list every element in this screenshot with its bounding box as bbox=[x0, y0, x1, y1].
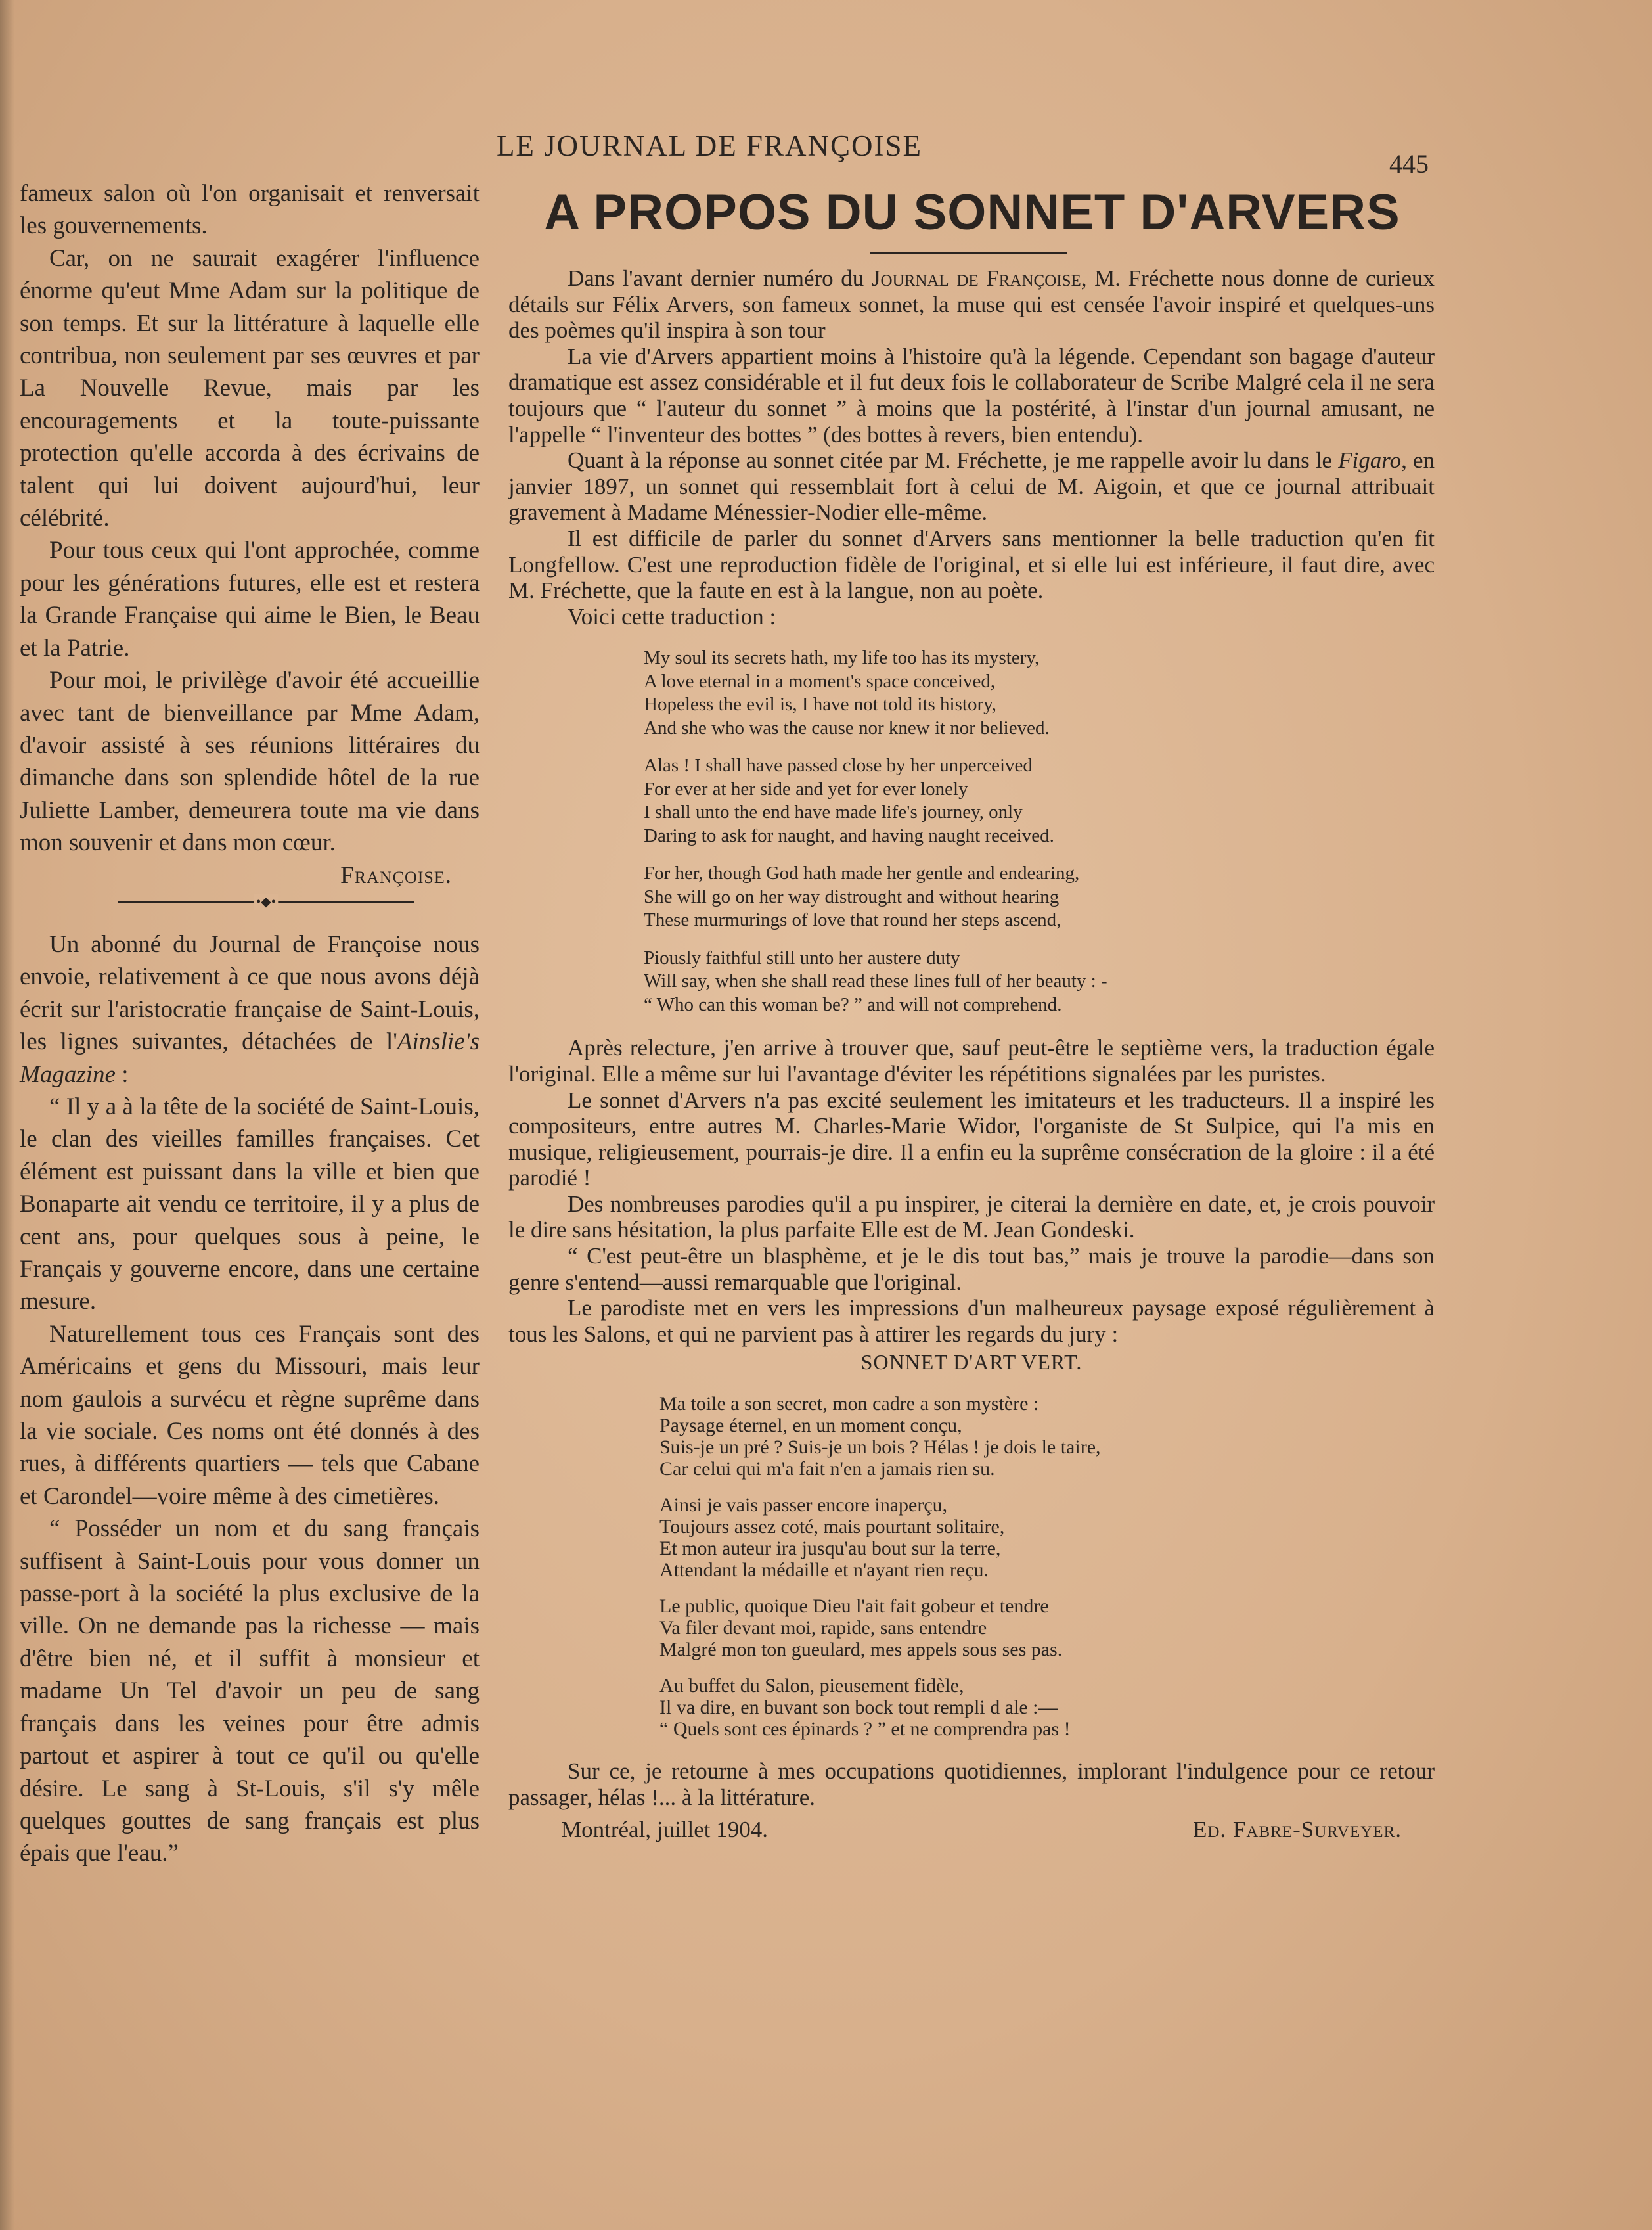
stanza bbox=[659, 1393, 1435, 1480]
verse-line: Alas ! I shall have passed close by her unperceived bbox=[644, 755, 1033, 777]
verse-line: For her, though God hath made her gentle and endearing, bbox=[644, 863, 1080, 884]
paragraph: “ C'est peut-être un blasphème, et je le dis tout bas,” mais je trouve la parodie—dans son genre s'entend—aussi remarquable que l'original. bbox=[508, 1243, 1435, 1295]
stanza bbox=[659, 1595, 1435, 1660]
verse-line: Car celui qui m'a fait n'en a jamais rien su. bbox=[659, 1458, 995, 1480]
verse-line: Le public, quoique Dieu l'ait fait gobeur et tendre bbox=[659, 1595, 1049, 1618]
stanza bbox=[659, 1494, 1435, 1581]
verse-line: Il va dire, en buvant son bock tout rempli d ale :— bbox=[659, 1696, 1058, 1719]
verse-line: Et mon auteur ira jusqu'au bout sur la terre, bbox=[659, 1537, 1001, 1560]
stanza bbox=[644, 647, 1435, 740]
verse-line: “ Who can this woman be? ” and will not comprehend. bbox=[644, 993, 1062, 1015]
paragraph-text: , en janvier 1897, un sonnet qui ressemblait fort à celui de M. Aigoin, et que ce journal attribuait gravement à Madame Ménessier-Nodier elle-même. bbox=[508, 447, 1435, 526]
verse-line: Hopeless the evil is, I have not told its history, bbox=[644, 694, 996, 716]
paragraph: Il est difficile de parler du sonnet d'Arvers sans mentionner la belle traduction qu'en fit Longfellow. C'est une reproduction fidèle de l'original, et si elle lui est inférieure, il faut dire, avec M. Fréchette, que la faute en est à la langue, non au poète. bbox=[508, 525, 1435, 604]
paragraph-text: Un abonné du Journal de Françoise nous envoie, relativement à ce que nous avons déjà écrit sur l'aristocratie française de Saint-Louis, les lignes suivantes, détachées de l' bbox=[20, 930, 480, 1056]
stanza bbox=[644, 947, 1435, 1017]
paragraph-text: Dans l'avant dernier numéro du bbox=[568, 265, 872, 291]
paragraph-text: , M. Fréchette nous donne de curieux détails sur Félix Arvers, son fameux sonnet, la muse qui est censée l'avoir inspiré et quelques-uns des poèmes qu'il inspira à son tour bbox=[508, 265, 1435, 344]
verse-line: She will go on her way distrought and without hearing bbox=[644, 886, 1060, 907]
verse-line: Attendant la médaille et n'ayant rien reçu. bbox=[659, 1559, 989, 1581]
parody-title: SONNET D'ART VERT. bbox=[860, 1350, 1083, 1375]
verse-line: Paysage éternel, en un moment conçu, bbox=[659, 1415, 962, 1437]
longfellow-translation bbox=[644, 647, 1435, 1016]
paragraph bbox=[20, 928, 480, 1091]
page-edge-shadow bbox=[0, 0, 14, 2230]
verse-line: Malgré mon ton gueulard, mes appels sous ses pas. bbox=[659, 1639, 1063, 1661]
paragraph: Après relecture, j'en arrive à trouver que, sauf peut-être le septième vers, la traduction égale l'original. Elle a même sur lui l'avantage d'éviter les répétitions signalées par les puristes. bbox=[508, 1035, 1435, 1087]
stanza bbox=[644, 862, 1435, 932]
paragraph: Le parodiste met en vers les impressions d'un malheureux paysage exposé régulièrement à tous les Salons, et qui ne parvient pas à attirer les regards du jury : bbox=[508, 1295, 1435, 1347]
verse-line: Toujours assez coté, mais pourtant solitaire, bbox=[659, 1516, 1005, 1538]
paragraph: Pour tous ceux qui l'ont approchée, comme pour les générations futures, elle est et restera la Grande Française qui aime le Bien, le Beau et la Patrie. bbox=[20, 537, 480, 662]
paragraph bbox=[508, 447, 1435, 526]
section-divider bbox=[118, 894, 414, 911]
paragraph bbox=[508, 265, 1435, 344]
verse-line: Ma toile a son secret, mon cadre a son mystère : bbox=[659, 1393, 1039, 1415]
newspaper-title: Figaro bbox=[1338, 447, 1402, 474]
verse-line: A love eternal in a moment's space conceived, bbox=[644, 670, 996, 692]
verse-line: Piously faithful still unto her austere duty bbox=[644, 947, 960, 968]
verse-line: For ever at her side and yet for ever lonely bbox=[644, 778, 968, 800]
verse-line: Va filer devant moi, rapide, sans entendre bbox=[659, 1617, 987, 1639]
quote-paragraph: “ Il y a à la tête de la société de Saint-Louis, le clan des vieilles familles françaises. Cet élément est puissant dans la ville et bien que Bonaparte ait vendu ce territoire, il y a plus de cent ans, pour quelques sous à peine, le Français y gouverne encore, dans une certaine mesure. bbox=[20, 1093, 480, 1315]
signature-row bbox=[508, 1817, 1435, 1850]
paragraph: Sur ce, je retourne à mes occupations quotidiennes, implorant l'indulgence pour ce retour passager, hélas !... à la littérature. bbox=[508, 1758, 1435, 1810]
page-number: 445 bbox=[1389, 149, 1429, 179]
dateline: Montréal, juillet 1904. bbox=[561, 1817, 768, 1843]
author-signature: Ed. Fabre-Surveyer. bbox=[1193, 1817, 1402, 1843]
journal-name: Journal de Françoise bbox=[871, 265, 1081, 291]
paragraph: Des nombreuses parodies qu'il a pu inspirer, je citerai la dernière en date, et, je crois pouvoir le dire sans hésitation, la plus parfaite Elle est de M. Jean Gondeski. bbox=[508, 1191, 1435, 1243]
article-body bbox=[508, 265, 1435, 1850]
title-rule bbox=[870, 252, 1067, 254]
signature-francoise: Françoise. bbox=[340, 861, 452, 889]
paragraph: fameux salon où l'on organisait et renversait les gouvernements. bbox=[20, 180, 480, 240]
verse-line: I shall unto the end have made life's journey, only bbox=[644, 802, 1023, 823]
paragraph: Pour moi, le privilège d'avoir été accueillie avec tant de bienveillance par Mme Adam, d'avoir assisté à ses réunions littéraires du dimanche dans son splendide hôtel de la rue Juliette Lamber, demeurera toute ma vie dans mon souvenir et dans mon cœur. bbox=[20, 667, 480, 857]
verse-line: My soul its secrets hath, my life too has its mystery, bbox=[644, 647, 1040, 669]
paragraph: Voici cette traduction : bbox=[568, 603, 776, 629]
paragraph-text: : bbox=[115, 1060, 129, 1088]
quote-paragraph: Naturellement tous ces Français sont des Américains et gens du Missouri, mais leur nom gaulois a survécu et règne suprême dans la vie sociale. Ces noms ont été donnés à des rues, à différents quartiers — tels que Cabane et Carondel—voire même à des cimetières. bbox=[20, 1320, 480, 1510]
paragraph: Car, on ne saurait exagérer l'influence énorme qu'eut Mme Adam sur la politique de son temps. Et sur la littérature à laquelle elle contribua, non seulement par ses œuvres et par La Nouvelle Revue, mais par les encouragements et la toute-puissante protection qu'elle accorda à des écrivains de talent qui lui doivent aujourd'hui, leur célébrité. bbox=[20, 244, 480, 532]
stanza bbox=[659, 1675, 1435, 1740]
running-title: LE JOURNAL DE FRANÇOISE bbox=[496, 129, 923, 162]
quote-paragraph: “ Posséder un nom et du sang français suffisent à Saint-Louis pour vous donner un passe-port à la société la plus exclusive de la ville. On ne demande pas la richesse — mais d'être bien né, et il suffit à monsieur et madame Un Tel d'avoir un peu de sang français dans les veines pour être admis partout et aspirer à tout ce qu'il ou qu'elle désire. Le sang à St-Louis, s'il s'y mêle quelques gouttes de sang français est plus épais que l'eau.” bbox=[20, 1515, 480, 1867]
verse-line: Suis-je un pré ? Suis-je un bois ? Hélas ! je dois le taire, bbox=[659, 1436, 1101, 1459]
parody-sonnet bbox=[659, 1393, 1435, 1740]
magazine-title: Ainslie's Magazine bbox=[20, 1028, 480, 1088]
verse-line: And she who was the cause nor knew it nor believed. bbox=[644, 717, 1050, 739]
verse-line: Daring to ask for naught, and having naught received. bbox=[644, 825, 1054, 846]
verse-line: Will say, when she shall read these lines full of her beauty : - bbox=[644, 970, 1107, 992]
paragraph: La vie d'Arvers appartient moins à l'histoire qu'à la légende. Cependant son bagage d'auteur dramatique est assez considérable et il fut deux fois le collaborateur de Scribe Malgré cela il ne sera toujours que “ l'auteur du sonnet ” à moins que la postérité, à l'instar d'un journal amusant, ne l'appelle “ l'inventeur des bottes ” (des bottes à revers, bien entendu). bbox=[508, 343, 1435, 447]
stanza bbox=[644, 754, 1435, 848]
verse-line: Ainsi je vais passer encore inaperçu, bbox=[659, 1494, 948, 1516]
paragraph-text: Quant à la réponse au sonnet citée par M. Fréchette, je me rappelle avoir lu dans le bbox=[568, 447, 1339, 474]
divider-ornament: •◆• bbox=[254, 894, 278, 910]
verse-line: “ Quels sont ces épinards ? ” et ne comprendra pas ! bbox=[659, 1718, 1071, 1741]
verse-line: These murmurings of love that round her steps ascend, bbox=[644, 909, 1061, 931]
article-title: A PROPOS DU SONNET D'ARVERS bbox=[544, 185, 1400, 240]
verse-line: Au buffet du Salon, pieusement fidèle, bbox=[659, 1675, 964, 1697]
paragraph: Le sonnet d'Arvers n'a pas excité seulement les imitateurs et les traducteurs. Il a inspiré les compositeurs, entre autres M. Charles-Marie Widor, l'organiste de St Sulpice, qui l'a mis en musique, religieusement, pourrais-je dire. Il a enfin eu la suprême consécration de la gloire : il a été parodié ! bbox=[508, 1087, 1435, 1191]
left-column bbox=[20, 177, 480, 1870]
